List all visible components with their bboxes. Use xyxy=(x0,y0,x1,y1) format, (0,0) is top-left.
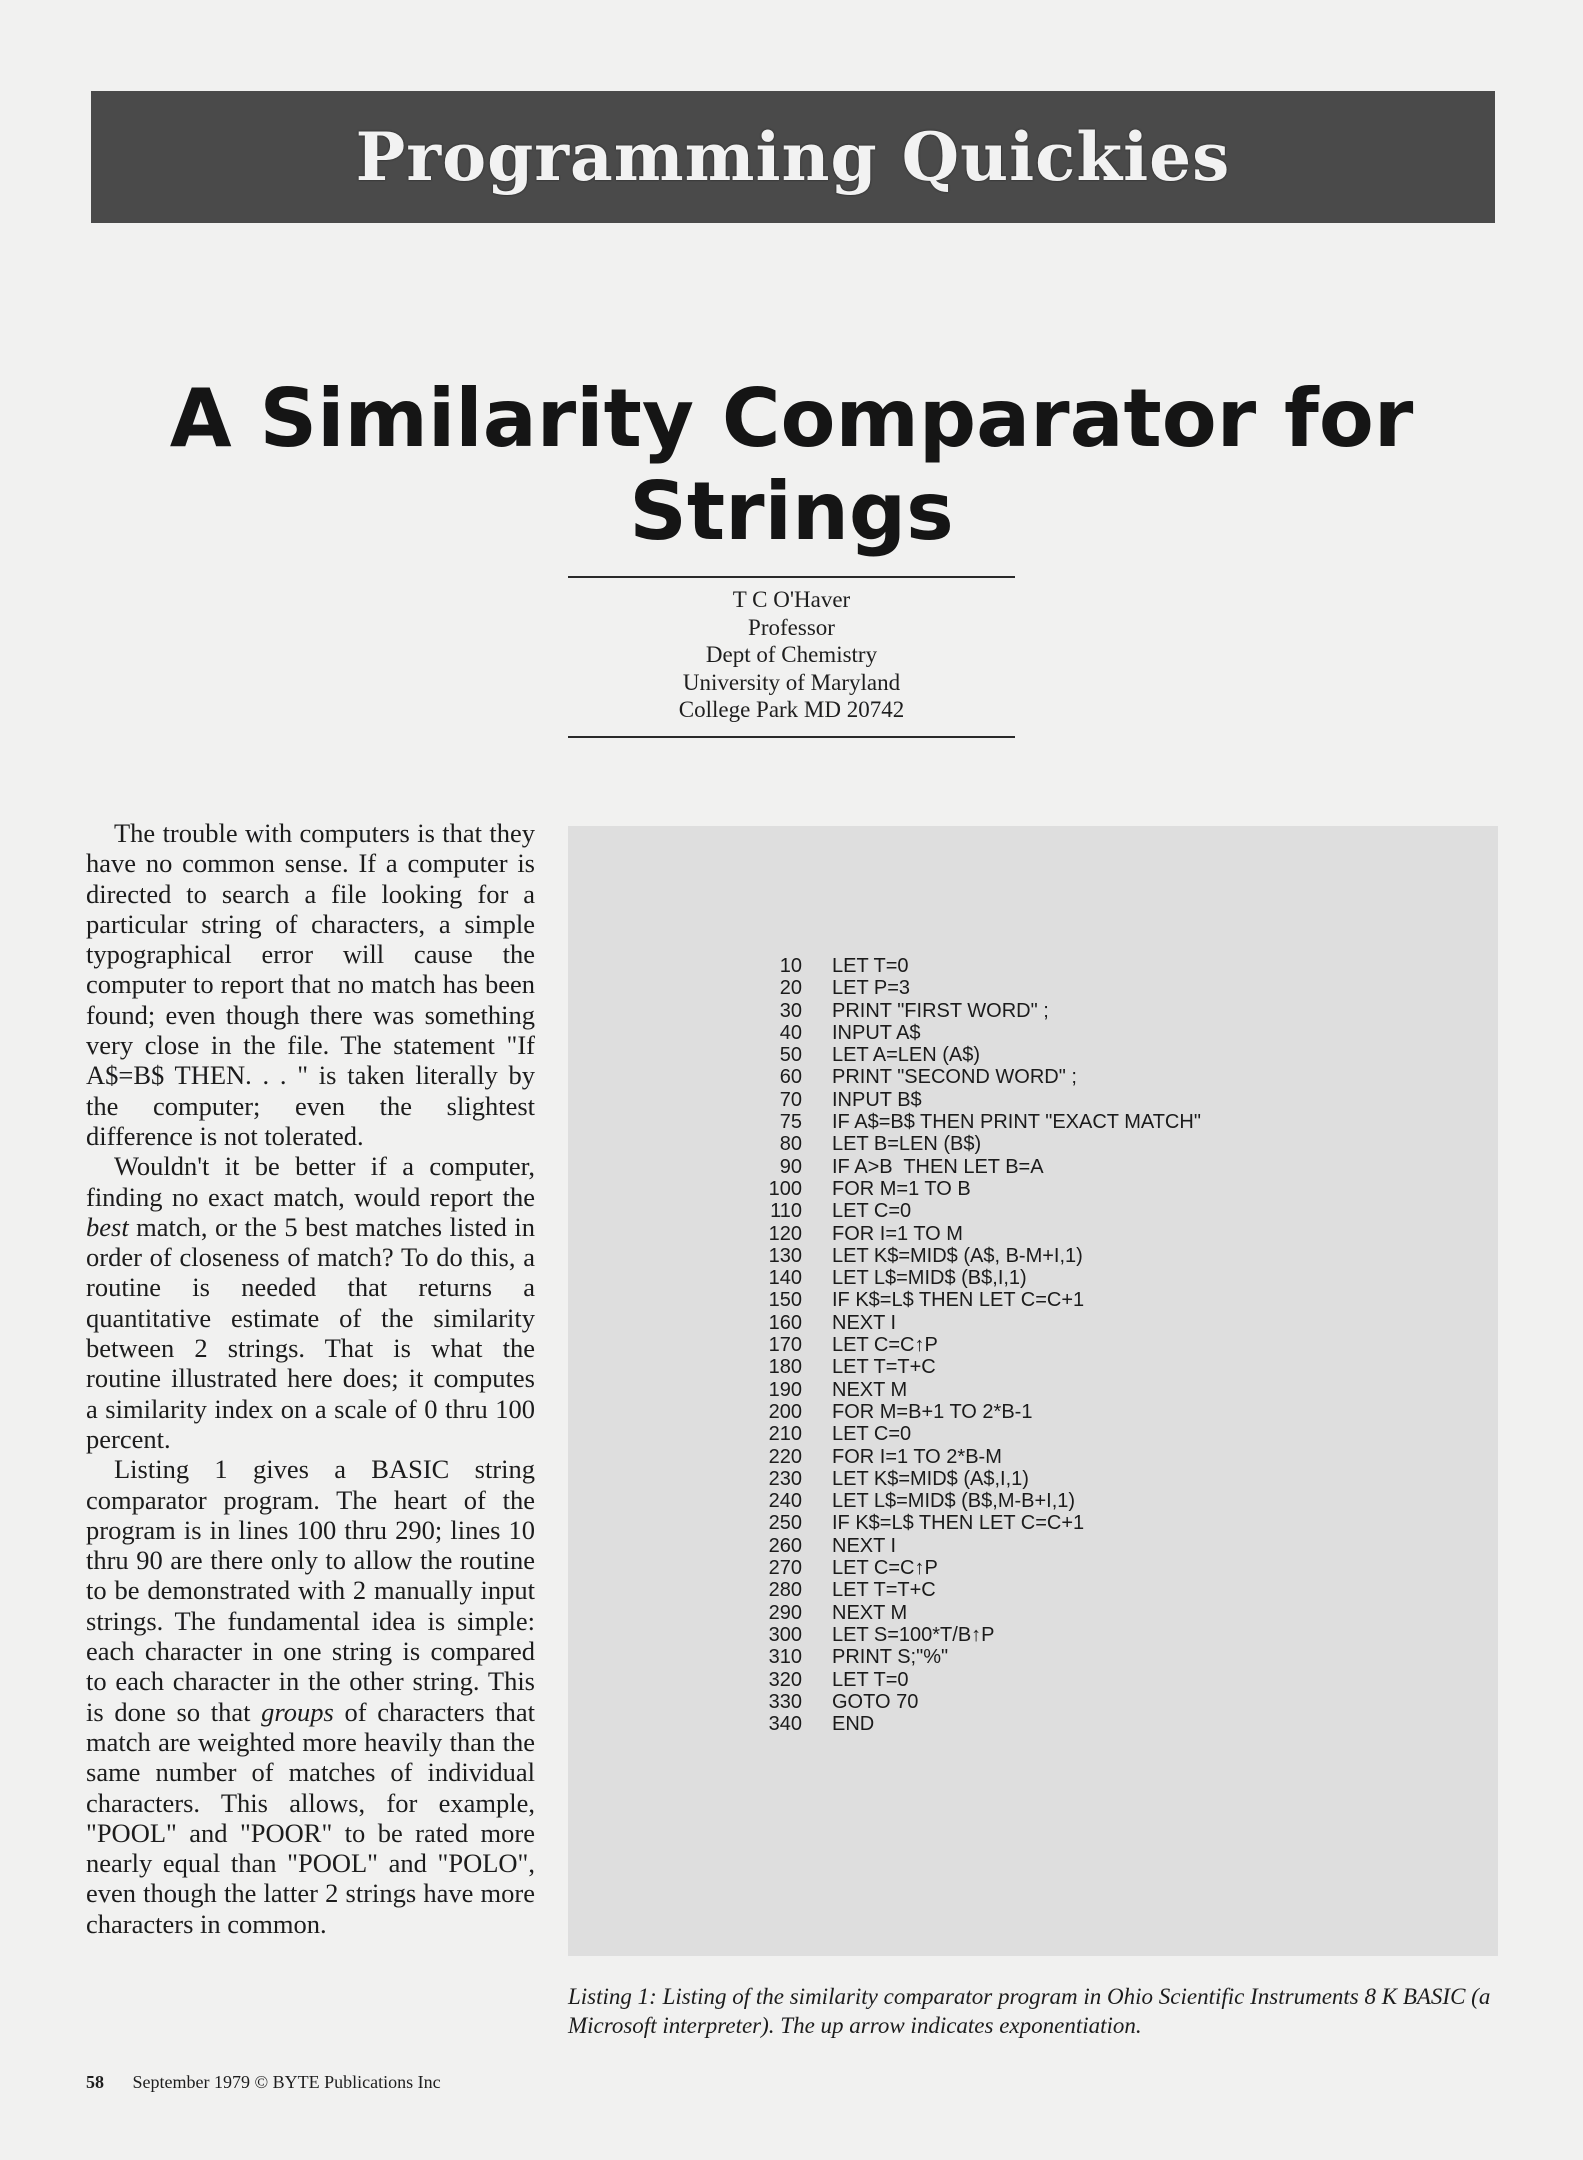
statement: LET C=C↑P xyxy=(832,1334,938,1357)
line-number: 10 xyxy=(779,955,802,977)
statement: LET K$=MID$ (A$, B-M+I,1) xyxy=(832,1244,1083,1267)
line-number: 280 xyxy=(768,1579,802,1602)
page-number: 58 xyxy=(86,2072,104,2092)
code-line xyxy=(752,1289,1201,1311)
author-position: Professor xyxy=(748,614,835,640)
statement: LET T=0 xyxy=(832,1668,909,1691)
article-title: A Similarity Comparator for Strings xyxy=(169,372,1414,558)
line-number: 190 xyxy=(768,1378,802,1401)
statement: IF K$=L$ THEN LET C=C+1 xyxy=(832,1289,1085,1312)
line-number: 140 xyxy=(768,1267,802,1290)
author-department: Dept of Chemistry xyxy=(705,642,878,667)
code-line xyxy=(752,1579,1201,1601)
code-line xyxy=(752,1691,1201,1713)
statement: LET K$=MID$ (A$,I,1) xyxy=(832,1467,1029,1490)
byline xyxy=(568,586,1015,724)
line-number: 260 xyxy=(768,1534,802,1557)
code-line xyxy=(752,1401,1201,1423)
code-line xyxy=(752,1156,1201,1178)
line-number: 210 xyxy=(768,1423,802,1446)
code-line xyxy=(752,1490,1201,1512)
code-line xyxy=(752,1133,1201,1155)
statement: LET T=0 xyxy=(832,955,909,977)
line-number: 40 xyxy=(779,1021,802,1044)
line-number: 180 xyxy=(768,1356,802,1379)
line-number: 330 xyxy=(768,1690,802,1713)
line-number: 160 xyxy=(768,1311,802,1334)
emphasis: groups xyxy=(261,1696,334,1727)
line-number: 70 xyxy=(779,1088,802,1111)
line-number: 130 xyxy=(768,1244,802,1267)
body-paragraph xyxy=(86,1151,535,1454)
code-line xyxy=(752,977,1201,999)
statement: PRINT "FIRST WORD" ; xyxy=(832,999,1049,1022)
line-number: 90 xyxy=(779,1155,802,1178)
code-line xyxy=(752,1022,1201,1044)
body-text: match, or the 5 best matches listed in order of closeness of match? To do this, a routine is needed that returns a quantitative estimate of the similarity between 2 strings. That is what the routine illustrated here does; it computes a similarity index on a scale of 0 thru 100 percent. xyxy=(86,1211,535,1454)
code-line xyxy=(752,1334,1201,1356)
line-number: 300 xyxy=(768,1623,802,1646)
statement: END xyxy=(832,1713,875,1736)
statement: LET L$=MID$ (B$,M-B+I,1) xyxy=(832,1490,1076,1513)
statement: PRINT S;"%" xyxy=(832,1646,949,1669)
line-number: 150 xyxy=(768,1289,802,1312)
statement: INPUT A$ xyxy=(832,1021,921,1044)
body-text: of characters that match are weighted more heavily than the same number of matches of individual characters. This allows, for example, "POOL" and "POOR" to be rated more nearly equal than "POOL" and "POLO", even though the latter 2 strings have more characters in common. xyxy=(86,1696,535,1939)
statement: LET C=0 xyxy=(832,1423,912,1446)
code-line xyxy=(752,1245,1201,1267)
code-line xyxy=(752,1312,1201,1334)
emphasis: best xyxy=(86,1211,129,1242)
line-number: 120 xyxy=(768,1222,802,1245)
author-institution: University of Maryland xyxy=(682,669,901,695)
code-listing xyxy=(752,955,1201,1735)
code-line xyxy=(752,1044,1201,1066)
code-line xyxy=(752,1267,1201,1289)
code-line xyxy=(752,1356,1201,1378)
statement: LET A=LEN (A$) xyxy=(832,1044,981,1067)
statement: LET T=T+C xyxy=(832,1356,936,1379)
code-line xyxy=(752,1624,1201,1646)
statement: IF A>B THEN LET B=A xyxy=(832,1155,1044,1178)
line-number: 60 xyxy=(779,1066,802,1089)
code-line xyxy=(752,1066,1201,1088)
line-number: 20 xyxy=(779,977,802,1000)
code-line xyxy=(752,1713,1201,1735)
line-number: 230 xyxy=(768,1467,802,1490)
statement: GOTO 70 xyxy=(832,1690,919,1713)
code-line xyxy=(752,1468,1201,1490)
code-line xyxy=(752,1446,1201,1468)
statement: LET C=C↑P xyxy=(832,1557,938,1580)
code-line xyxy=(752,1535,1201,1557)
line-number: 320 xyxy=(768,1668,802,1691)
code-line xyxy=(752,1000,1201,1022)
code-line xyxy=(752,1557,1201,1579)
statement: NEXT M xyxy=(832,1601,908,1624)
line-number: 170 xyxy=(768,1334,802,1357)
statement: FOR M=B+1 TO 2*B-1 xyxy=(832,1400,1033,1423)
statement: NEXT I xyxy=(832,1534,897,1557)
line-number: 310 xyxy=(768,1646,802,1669)
statement: PRINT "SECOND WORD" ; xyxy=(832,1066,1077,1089)
line-number: 80 xyxy=(779,1133,802,1156)
code-line xyxy=(752,1512,1201,1534)
statement: LET P=3 xyxy=(832,977,911,1000)
code-line xyxy=(752,1423,1201,1445)
statement: LET T=T+C xyxy=(832,1579,936,1602)
body-paragraph: The trouble with computers is that they have no common sense. If a computer is directed to search a file looking for a particular string of characters, a simple typographical error will cause the computer to report that no match has been found; even though there was something very close in the file. The statement "If A$=B$ THEN. . . " is taken literally by the computer; even the slightest difference is not tolerated. xyxy=(86,818,535,1151)
code-line xyxy=(752,1669,1201,1691)
code-line xyxy=(752,1178,1201,1200)
statement: FOR I=1 TO 2*B-M xyxy=(832,1445,1002,1468)
banner-title: Programming Quickies xyxy=(355,118,1231,196)
code-line xyxy=(752,1379,1201,1401)
statement: FOR M=1 TO B xyxy=(832,1177,971,1200)
page-footer xyxy=(86,2072,441,2093)
line-number: 240 xyxy=(768,1490,802,1513)
line-number: 30 xyxy=(779,999,802,1022)
article-body xyxy=(86,818,535,1939)
statement: FOR I=1 TO M xyxy=(832,1222,963,1245)
listing-caption: Listing 1: Listing of the similarity comparator program in Ohio Scientific Instruments 8 K BASIC (a Microsoft interpreter). The up arrow indicates exponentiation. xyxy=(568,1984,1491,2038)
byline-top-rule xyxy=(568,576,1015,578)
author-name: T C O'Haver xyxy=(732,587,851,612)
statement: LET S=100*T/B↑P xyxy=(832,1623,995,1646)
author-address: College Park MD 20742 xyxy=(678,697,905,722)
line-number: 50 xyxy=(779,1044,802,1067)
statement: IF A$=B$ THEN PRINT "EXACT MATCH" xyxy=(832,1111,1201,1134)
statement: LET L$=MID$ (B$,I,1) xyxy=(832,1267,1027,1290)
line-number: 100 xyxy=(768,1177,802,1200)
code-line xyxy=(752,1200,1201,1222)
line-number: 110 xyxy=(770,1200,802,1223)
section-banner xyxy=(91,91,1495,223)
line-number: 250 xyxy=(768,1512,802,1535)
statement: LET C=0 xyxy=(832,1200,912,1223)
statement: LET B=LEN (B$) xyxy=(832,1133,982,1156)
line-number: 340 xyxy=(768,1713,802,1736)
line-number: 270 xyxy=(768,1557,802,1580)
body-paragraph xyxy=(86,1454,535,1939)
statement: NEXT I xyxy=(832,1311,897,1334)
publication-info: September 1979 © BYTE Publications Inc xyxy=(132,2072,441,2092)
line-number: 290 xyxy=(768,1601,802,1624)
byline-bottom-rule xyxy=(568,736,1015,738)
statement: NEXT M xyxy=(832,1378,908,1401)
code-line xyxy=(752,1111,1201,1133)
line-number: 220 xyxy=(768,1445,802,1468)
body-text: Wouldn't it be better if a computer, finding no exact match, would report the xyxy=(86,1151,535,1212)
statement: INPUT B$ xyxy=(832,1088,922,1111)
code-line xyxy=(752,1646,1201,1668)
code-line xyxy=(752,1089,1201,1111)
code-line xyxy=(752,1223,1201,1245)
statement: IF K$=L$ THEN LET C=C+1 xyxy=(832,1512,1085,1535)
line-number: 200 xyxy=(768,1400,802,1423)
line-number: 75 xyxy=(779,1111,802,1134)
code-line xyxy=(752,1602,1201,1624)
body-text: Listing 1 gives a BASIC string comparator program. The heart of the program is in lines 100 thru 290; lines 10 thru 90 are there only to allow the routine to be demonstrated with 2 manually input strings. The fundamental idea is simple: each character in one string is compared to each character in the other string. This is done so that xyxy=(86,1454,535,1727)
code-line xyxy=(752,955,1201,977)
